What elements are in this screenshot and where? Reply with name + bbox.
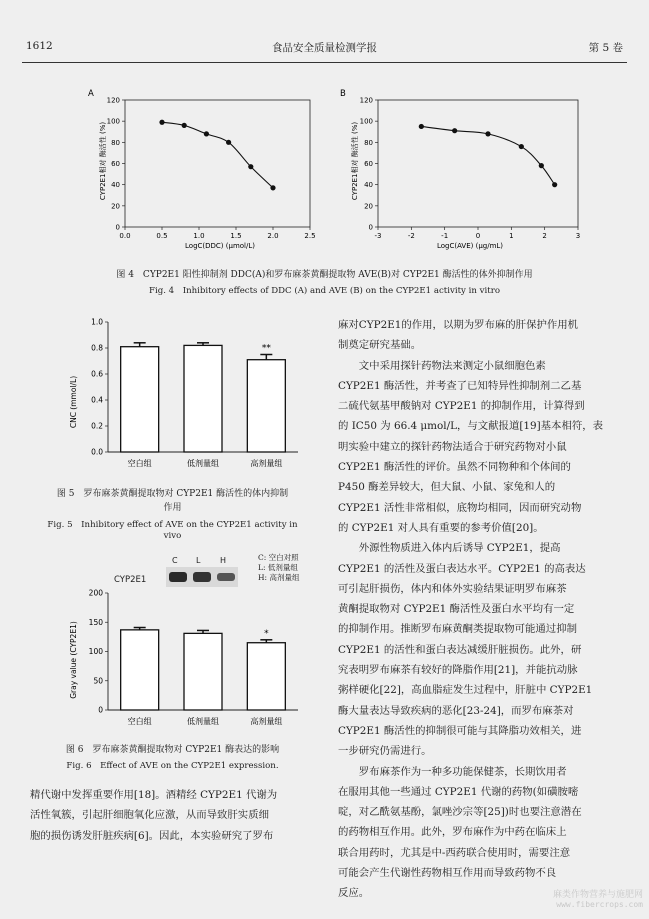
right-line: 一步研究仍需进行。 (338, 745, 432, 758)
lane-l: L (196, 556, 201, 565)
x-tick-label: 2 (542, 232, 547, 240)
category-label: 空白组 (127, 459, 152, 468)
y-tick-label: 150 (88, 617, 103, 627)
significance-mark: * (264, 628, 269, 639)
blot-image (166, 567, 238, 587)
fig4b-xlabel: LogC(AVE) (μg/mL) (436, 242, 504, 250)
y-tick-label: 100 (106, 117, 120, 126)
lane-c: C (172, 556, 178, 565)
right-line: 可引起肝损伤，体内和体外实验结果证明罗布麻茶 (338, 582, 567, 595)
x-tick-label: -1 (441, 232, 449, 240)
data-point (204, 131, 209, 136)
x-tick-label: -3 (374, 232, 382, 240)
left-line-2: 活性氧簇，引起肝细胞氧化应激，从而导致肝实质细 (30, 809, 269, 822)
right-line: 文中采用探针药物法来测定小鼠细胞色素 (358, 359, 546, 372)
right-line: 联合用药时，尤其是中-西药联合使用时，需要注意 (338, 846, 571, 859)
right-line: CYP2E1 的活性和蛋白表达减缓肝脏损伤。此外，研 (338, 643, 582, 656)
right-line: P450 酶差异较大，但大鼠、小鼠、家兔和人的 (338, 481, 556, 494)
right-line: 的抑制作用。推断罗布麻黄酮类提取物可能通过抑制 (338, 623, 577, 636)
fig6-caption-cn: 图 6 罗布麻茶黄酮提取物对 CYP2E1 酶表达的影响 (65, 745, 280, 755)
fig4-caption-en: Fig. 4 Inhibitory effects of DDC (A) and AVE (B) on the CYP2E1 activity in vitro (148, 286, 500, 296)
panel-label-b: B (340, 89, 346, 99)
fig6-caption-en: Fig. 6 Effect of AVE on the CYP2E1 expression. (66, 761, 279, 771)
lane-h: H (220, 556, 227, 565)
right-line: 的 IC50 为 66.4 μmol/L，与文献报道[19]基本相符，表 (338, 420, 604, 433)
significance-mark: ** (261, 343, 271, 354)
x-tick-label: 1.5 (230, 232, 242, 240)
fig4-caption-cn: 图 4 CYP2E1 阳性抑制剂 DDC(A)和罗布麻茶黄酮提取物 AVE(B)对 CYP2E1 酶活性的体外抑制作用 (116, 270, 533, 280)
fig5-caption-en-2: vivo (163, 531, 182, 541)
legend-c: C: 空白对照 (258, 553, 299, 562)
y-tick-label: 0.6 (91, 369, 103, 379)
x-tick-label: 0.0 (119, 232, 131, 240)
y-tick-label: 20 (111, 202, 120, 211)
fig5-chart (60, 312, 310, 472)
category-label: 低剂量组 (187, 717, 219, 726)
right-line: 的药物相互作用。此外，罗布麻作为中药在临床上 (338, 826, 567, 839)
legend-h: H: 高剂量组 (258, 573, 300, 582)
right-line: 制奠定研究基础。 (338, 339, 422, 352)
fit-curve (162, 122, 273, 188)
header-rule (22, 62, 627, 63)
y-tick-label: 80 (111, 138, 120, 147)
x-tick-label: 0 (475, 232, 481, 240)
y-tick-label: 60 (111, 160, 120, 168)
right-line: 黄酮提取物对 CYP2E1 酶活性及蛋白水平均有一定 (338, 603, 575, 616)
y-tick-label: 1.0 (91, 317, 103, 327)
right-line: 反应。 (338, 887, 370, 900)
bar (247, 360, 285, 452)
y-tick-label: 0 (115, 223, 120, 232)
y-tick-label: 0 (368, 223, 373, 232)
category-label: 空白组 (127, 717, 152, 726)
right-column-text (338, 315, 623, 904)
fig5-caption-en-1: Fig. 5 Inhibitory effect of AVE on the CYP2E1 activity in (47, 520, 298, 530)
fig4b-ylabel: CYP2E1相对 酶活性 (%) (351, 121, 359, 201)
left-line-3: 胞的损伤诱发肝脏疾病[6]。因此，本实验研究了罗布 (30, 829, 274, 842)
y-tick-label: 0.0 (91, 447, 103, 457)
bar (184, 633, 222, 710)
fig5-ylabel: CNC (mmol/L) (69, 375, 78, 429)
y-tick-label: 40 (364, 181, 373, 190)
x-tick-label: 1.0 (193, 232, 205, 240)
right-line: CYP2E1 活性非常相似，底物均相同，因而研究动物 (338, 501, 582, 514)
x-tick-label: 2.5 (304, 232, 316, 240)
y-tick-label: 60 (364, 160, 373, 168)
x-tick-label: 3 (575, 232, 581, 240)
right-line: 麻对CYP2E1的作用，以期为罗布麻的肝保护作用机 (338, 319, 579, 331)
panel-label-a: A (88, 89, 94, 99)
x-tick-label: 2.0 (267, 232, 279, 240)
right-line: CYP2E1 酶活性的评价。虽然不同物种和个体间的 (338, 461, 571, 474)
legend-l: L: 低剂量组 (258, 563, 298, 572)
fig4a-xlabel: LogC(DDC) (μmol/L) (185, 242, 255, 250)
data-point (552, 182, 557, 187)
right-line: 明实验中建立的探针药物法适合于研究药物对小鼠 (338, 440, 567, 453)
data-point (182, 123, 187, 128)
fig6-ylabel: Gray value (CYP2E1) (69, 621, 78, 699)
y-tick-label: 0.2 (91, 421, 103, 431)
right-line: 粥样硬化[22]，高血脂症发生过程中，肝脏中 CYP2E1 (338, 684, 593, 697)
right-line: 酶大量表达导致疾病的恶化[23-24]，而罗布麻茶对 (338, 704, 574, 717)
fig4-panel-b (330, 88, 590, 258)
x-tick-label: 0.5 (156, 232, 168, 240)
watermark-cn: 麻类作物营养与施肥网 (552, 890, 643, 900)
right-line: 外源性物质进入体内后诱导 CYP2E1，提高 (358, 542, 561, 555)
blot-label: CYP2E1 (114, 575, 147, 585)
plot-frame (125, 100, 310, 227)
right-line: 罗布麻茶作为一种多功能保健茶，长期饮用者 (358, 765, 567, 778)
category-label: 高剂量组 (250, 459, 283, 468)
data-point (159, 120, 164, 125)
right-line: CYP2E1 的活性及蛋白表达水平。CYP2E1 的高表达 (338, 562, 586, 575)
data-point (485, 131, 490, 136)
right-line: 可能会产生代谢性药物相互作用而导致药物不良 (338, 867, 557, 880)
right-line: CYP2E1 酶活性的抑制很可能与其降脂功效相关，进 (338, 724, 582, 737)
y-tick-label: 120 (359, 96, 373, 105)
y-tick-label: 100 (88, 647, 103, 656)
left-column-text (30, 785, 320, 846)
right-line: 啶，对乙酰氨基酚，氯唑沙宗等[25])时也要注意潜在 (338, 806, 582, 819)
fig4a-ylabel: CYP2E1相对 酶活性 (%) (99, 121, 107, 201)
plot-frame (378, 100, 578, 227)
y-tick-label: 40 (111, 181, 120, 190)
blot-legend (258, 553, 299, 583)
fig4-panel-a (70, 88, 320, 258)
category-label: 高剂量组 (250, 717, 283, 726)
data-point (539, 163, 544, 168)
right-line: 究表明罗布麻茶有较好的降脂作用[21]，并能抗动脉 (338, 664, 578, 677)
y-tick-label: 200 (88, 588, 103, 598)
fig5-caption-cn-2: 作用 (163, 503, 182, 513)
journal-title: 食品安全质量检测学报 (272, 42, 377, 54)
page-number: 1612 (26, 40, 53, 52)
fig5-caption-cn-1: 图 5 罗布麻茶黄酮提取物对 CYP2E1 酶活性的体内抑制 (56, 489, 289, 499)
bar (247, 643, 285, 710)
fig6-chart (60, 585, 310, 735)
left-line-1: 精代谢中发挥重要作用[18]。酒精经 CYP2E1 代谢为 (30, 789, 278, 801)
data-point (519, 144, 524, 149)
data-point (419, 124, 424, 129)
x-tick-label: 1 (509, 232, 514, 240)
y-tick-label: 100 (359, 117, 373, 126)
bar (121, 630, 159, 710)
watermark-url: www.fibercrops.com (556, 900, 643, 909)
bar (121, 347, 159, 452)
data-point (248, 164, 253, 169)
right-line: 的 CYP2E1 对人具有重要的参考价值[20]。 (338, 521, 544, 534)
category-label: 低剂量组 (187, 459, 219, 468)
y-tick-label: 0 (98, 705, 103, 715)
y-tick-label: 50 (93, 676, 103, 686)
y-tick-label: 20 (364, 202, 373, 211)
volume-label: 第 5 卷 (588, 42, 623, 54)
bar (184, 345, 222, 452)
data-point (270, 185, 275, 190)
y-tick-label: 0.8 (91, 343, 103, 353)
right-line: 二硫代氨基甲酸钠对 CYP2E1 的抑制作用，计算得到 (338, 400, 585, 413)
y-tick-label: 120 (106, 96, 120, 105)
data-point (226, 140, 231, 145)
y-tick-label: 0.4 (91, 395, 103, 405)
data-point (452, 128, 457, 133)
right-line: CYP2E1 酶活性，并考查了已知特异性抑制剂二乙基 (338, 379, 582, 392)
x-tick-label: -2 (407, 232, 415, 240)
y-tick-label: 80 (364, 138, 373, 147)
right-line: 在服用其他一些通过 CYP2E1 代谢的药物(如磺胺嘧 (338, 785, 579, 798)
